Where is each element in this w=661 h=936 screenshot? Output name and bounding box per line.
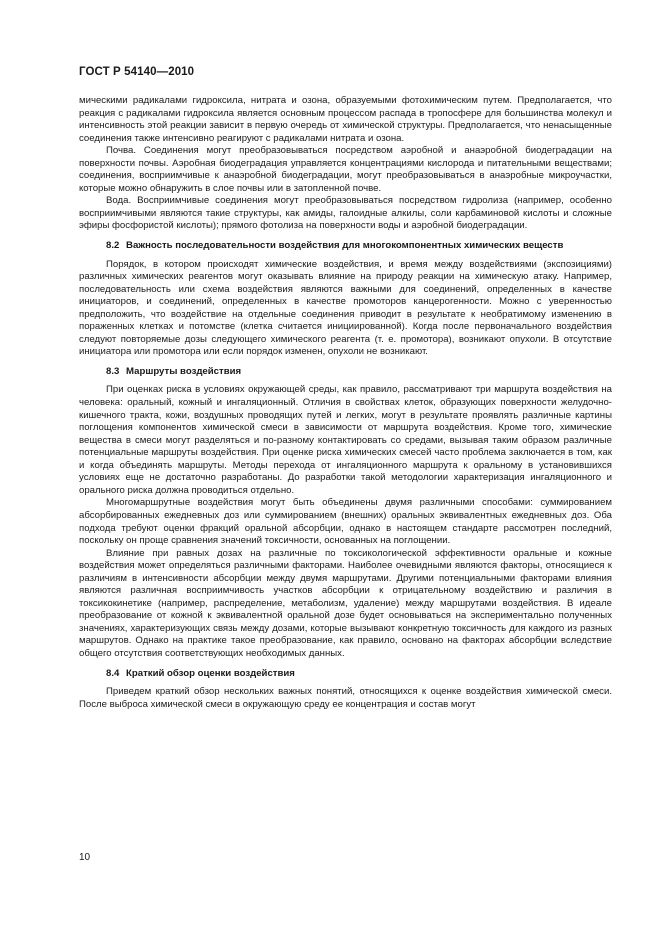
paragraph-atmosphere-continuation: мическими радикалами гидроксила, нитрата и озона, образуемыми фотохимическим путем. Предполагается, что реакция с радикалами гидроксила является основным процессом распада в тропосфере для большинства молекул и интенсивность этой реакции зависит в первую очередь от химической структуры. Предполагается, что ненасыщенные соединения также интенсивно реагируют с радикалами нитрата и озона.	[79, 95, 612, 144]
section-title: Маршруты воздействия	[126, 365, 242, 377]
section-heading-8-3	[79, 366, 612, 379]
paragraph-multiroute-exposure: Многомаршрутные воздействия могут быть объединены двумя различными способами: суммированием абсорбированных ежедневных доз или суммированием (внешних) оральных эквивалентных ежедневных доз. Оба подхода требуют оценки фракций оральной абсорбции, однако в настоящем стандарте рассмотрен последний, поскольку он проще сравнения значений токсичности, основанных на поглощении.	[79, 497, 612, 547]
section-title: Важность последовательности воздействия для многокомпонентных химических веществ	[126, 240, 564, 252]
page-header-standard-number: ГОСТ Р 54140—2010	[79, 66, 195, 78]
page-number: 10	[79, 852, 91, 863]
paragraph-soil: Почва. Соединения могут преобразовываться посредством аэробной и анаэробной биодеградации на поверхности почвы. Аэробная биодеградация управляется концентрациями кислорода и питательными веществами; соединения, восприимчивые к анаэробной биодеградации, могут преобразовываться в анаэробные микроучастки, которые можно обнаружить в слое почвы или в затопленной почве.	[79, 145, 612, 194]
paragraph-exposure-routes: При оценках риска в условиях окружающей среды, как правило, рассматривают три маршрута воздействия на человека: оральный, кожный и ингаляционный. Отличия в свойствах клеток, образующих поверхности желудочно-кишечного тракта, кожи, воздушных проводящих путей и легких, могут в результате проявлять различные картины поглощения компонентов химической смеси в зависимости от маршрута воздействия. Кроме того, химические вещества в смеси могут разделяться и по-разному контактировать со средами, вызывая таким образом различные потенциальные маршруты воздействия. При оценке риска химических смесей часто проблема заключается в том, как и когда объединять маршруты. Методы перехода от ингаляционного маршрута к оральному в установившихся условиях еще не достаточно разработаны. До разработки такой методологии характеризация ингаляционного и орального риска должна проводиться отдельно.	[79, 384, 612, 496]
section-number: 8.4	[106, 667, 120, 679]
section-heading-8-4	[79, 668, 612, 681]
section-number: 8.2	[106, 240, 120, 252]
document-body	[79, 95, 612, 711]
section-title: Краткий обзор оценки воздействия	[126, 667, 295, 679]
paragraph-water: Вода. Восприимчивые соединения могут преобразовываться посредством гидролиза (например, особенно восприимчивыми являются такие структуры, как амиды, галоидные алкилы, соли карбаминовой кислоты и сложные эфиры фосфористой кислоты); прямого фотолиза на поверхности воды и аэробной биодеградации.	[79, 195, 612, 232]
paragraph-exposure-sequence: Порядок, в котором происходят химические воздействия, и время между воздействиями (экспозициями) различных химических реагентов могут оказывать влияние на природу реакции на химическую атаку. Например, последовательность или схема воздействия являются важными для соединений, определенных в качестве инициаторов, и соединений, определенных в качестве промоторов канцерогенности. Можно с уверенностью предположить, что воздействие на отдельные соединения приводит в результате к необратимому изменению в пораженных клетках и потомстве (клетка считается инициированной). Когда после первоначального воздействия следуют повторяемые дозы следующего химического реагента (т. е. промотора), возникают опухоли. В отсутствие инициатора или промотора или если порядок изменен, опухоли не возникают.	[79, 258, 612, 358]
section-heading-8-2	[79, 240, 612, 253]
section-number: 8.3	[106, 365, 120, 377]
paragraph-exposure-overview: Приведем краткий обзор нескольких важных понятий, относящихся к оценке воздействия химической смеси. После выброса химической смеси в окружающую среду ее концентрация и состав могут	[79, 686, 612, 710]
paragraph-oral-dermal-factors: Влияние при равных дозах на различные по токсикологической эффективности оральные и кожные воздействия может определяться различными факторами. Наиболее очевидными являются факторы, относящиеся к различиям в интенсивности абсорбции между двумя маршрутами. Другими потенциальными факторами влияния являются различная восприимчивость участков абсорбции к отрицательному воздействию и различия в токсикокинетике (например, распределение, метаболизм, удаление) между маршрутами воздействия. В идеале преобразование от кожной к эквивалентной оральной дозе будет основываться на экспериментально полученных значениях, характеризующих связь между дозами, которые вызывают конкретную токсичность для каждого из разных маршрутов. Однако на практике такое преобразование, как правило, основано на факторах абсорбции вследствие общего отсутствия соответствующих необходимых данных.	[79, 547, 612, 659]
